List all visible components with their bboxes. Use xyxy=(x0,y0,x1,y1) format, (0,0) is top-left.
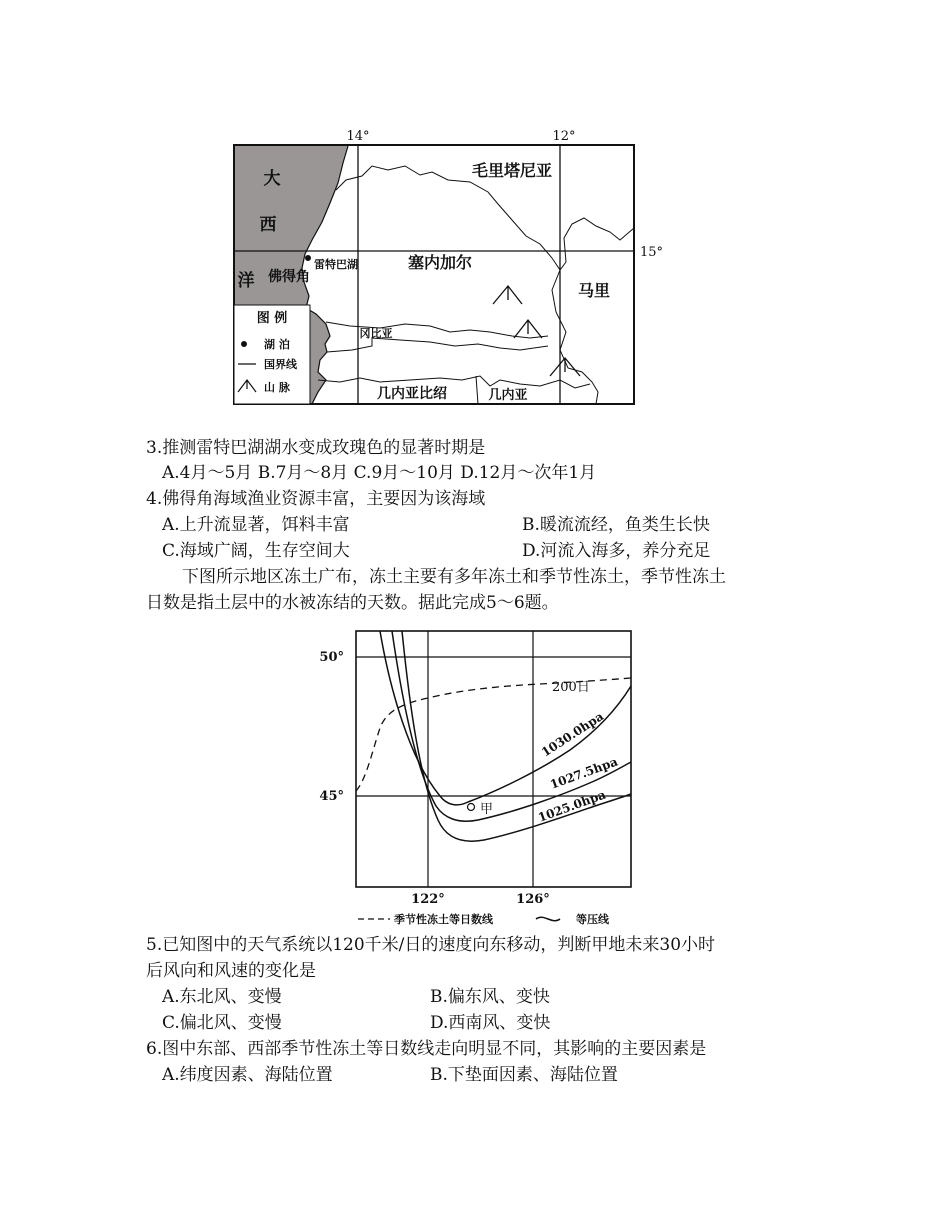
ocean-char-2: 西 xyxy=(259,215,277,235)
isobar-1027-5-label: 1027.5hpa xyxy=(548,754,620,792)
ocean-char-3: 洋 xyxy=(237,271,255,291)
legend-dashed-label: 季节性冻土等日数线 xyxy=(394,913,493,926)
mountain-icon xyxy=(493,286,522,304)
border-mauritania-senegal xyxy=(336,166,634,270)
legend-mountain: 山 脉 xyxy=(264,381,290,394)
guinea-label: 几内亚 xyxy=(488,388,528,403)
question-5-option-b: B.偏东风、变快 xyxy=(430,987,550,1007)
lat-50-label: 50° xyxy=(319,650,344,665)
isoline-200-label: 200日 xyxy=(552,680,590,695)
isobar-1030-label: 1030.0hpa xyxy=(539,709,607,760)
question-3-options: A.4月～5月 B.7月～8月 C.9月～10月 D.12月～次年1月 xyxy=(162,463,597,483)
question-4: 4.佛得角海域渔业资源丰富，主要因为该海域 xyxy=(146,489,486,509)
legend-title: 图 例 xyxy=(256,311,288,326)
question-4-option-a: A.上升流显著，饵料丰富 xyxy=(162,515,350,535)
ocean-char-1: 大 xyxy=(263,169,281,189)
isobar-1025-label: 1025.0hpa xyxy=(536,787,608,825)
question-5-option-a: A.东北风、变慢 xyxy=(162,987,282,1007)
gambia-label: 冈比亚 xyxy=(359,327,393,340)
question-4-option-c: C.海域广阔，生存空间大 xyxy=(162,541,350,561)
cape-label: 佛得角 xyxy=(268,269,310,285)
intro-line-2: 日数是指土层中的水被冻结的天数。据此完成5～6题。 xyxy=(146,593,559,613)
pressure-map xyxy=(0,620,950,930)
question-5-option-d: D.西南风、变快 xyxy=(430,1013,551,1033)
question-6-option-b: B.下垫面因素、海陆位置 xyxy=(430,1065,618,1085)
intro-line-1: 下图所示地区冻土广布，冻土主要有多年冻土和季节性冻土，季节性冻土 xyxy=(182,567,726,587)
senegal-map xyxy=(0,0,950,420)
mauritania-label: 毛里塔尼亚 xyxy=(471,161,553,180)
legend-border: 国界线 xyxy=(264,358,297,371)
lon-14-label: 14° xyxy=(346,129,370,144)
lake-label: 雷特巴湖 xyxy=(314,258,358,271)
legend-lake: 湖 泊 xyxy=(264,338,290,351)
question-6: 6.图中东部、西部季节性冻土等日数线走向明显不同，其影响的主要因素是 xyxy=(146,1039,707,1059)
question-5-line-1: 5.已知图中的天气系统以120千米/日的速度向东移动，判断甲地未来30小时 xyxy=(146,935,716,955)
lat-15-label: 15° xyxy=(640,245,664,260)
question-3: 3.推测雷特巴湖湖水变成玫瑰色的显著时期是 xyxy=(146,438,486,458)
lon-12-label: 12° xyxy=(552,129,576,144)
lon-126-label: 126° xyxy=(516,892,550,907)
guinea-bissau-label: 几内亚比绍 xyxy=(377,386,447,402)
lat-45-label: 45° xyxy=(319,789,344,804)
senegal-label: 塞内加尔 xyxy=(407,253,473,272)
border-south xyxy=(318,376,590,388)
question-4-option-d: D.河流入海多，养分充足 xyxy=(522,541,711,561)
lon-122-label: 122° xyxy=(411,892,445,907)
question-4-option-b: B.暖流流经，鱼类生长快 xyxy=(522,515,710,535)
mali-label: 马里 xyxy=(577,281,611,300)
question-5-option-c: C.偏北风、变慢 xyxy=(162,1013,282,1033)
mountain-icon xyxy=(514,320,542,338)
lake-dot xyxy=(305,255,311,261)
place-jia-marker xyxy=(468,804,475,811)
legend-solid-label: 等压线 xyxy=(576,913,609,926)
question-5-line-2: 后风向和风速的变化是 xyxy=(146,961,316,981)
mountain-icon xyxy=(550,358,580,376)
question-6-option-a: A.纬度因素、海陆位置 xyxy=(162,1065,333,1085)
place-jia-label: 甲 xyxy=(480,802,494,817)
